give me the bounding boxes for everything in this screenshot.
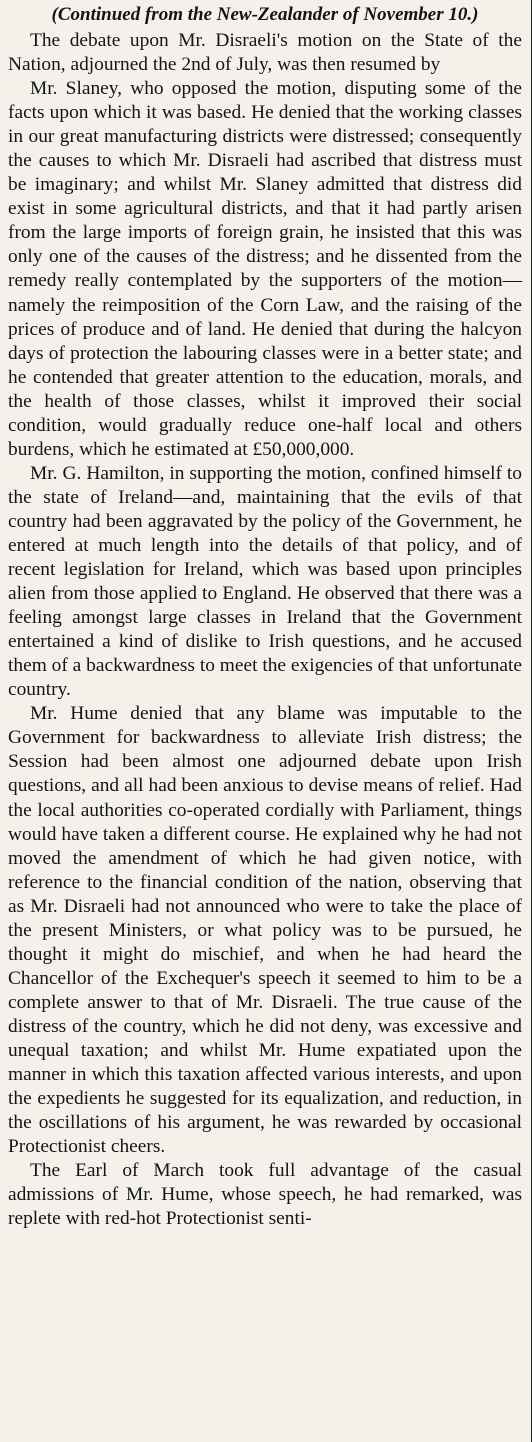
paragraph-hamilton: Mr. G. Hamilton, in supporting the motion, confined himself to the state of Ireland—and, maintaining that the evils of that country had been aggravated by the policy of the Government, he entered at much length into the details of that policy, and of recent legislation for Ireland, which was based upon principles alien from those applied to England. He observed that there was a feeling amongst large classes in Ireland that the Government entertained a kind of dislike to Irish questions, and he accused them of a backwardness to meet the exigencies of that unfortunate country. — [8, 462, 522, 701]
paragraph-hume: Mr. Hume denied that any blame was imputable to the Government for backwardness to alleviate Irish distress; the Session had been almost one adjourned debate upon Irish questions, and all had been anxious to devise means of relief. Had the local authorities co-operated cordially with Parliament, things would have taken a different course. He explained why he had not moved the amendment of which he had given notice, with reference to the financial condition of the nation, observing that as Mr. Disraeli had not announced who were to take the place of the present Ministers, or what policy was to be pursued, he thought it might do mischief, and when he had heard the Chancellor of the Exchequer's speech it seemed to him to be a complete answer to that of Mr. Disraeli. The true cause of the distress of the country, which he did not deny, was excessive and unequal taxation; and whilst Mr. Hume expatiated upon the manner in which this taxation affected various interests, and upon the expedients he suggested for its equalization, and reduction, in the oscillations of his argument, he was rewarded by occasional Protectionist cheers. — [8, 703, 522, 1158]
paragraph-earl-of-march: The Earl of March took full advantage of the casual admissions of Mr. Hume, whose speech, he had remarked, was replete with red-hot Protectionist senti- — [8, 1160, 522, 1230]
article-column — [8, 4, 522, 1231]
paragraph-slaney: Mr. Slaney, who opposed the motion, disputing some of the facts upon which it was based. He denied that the working classes in our great manufacturing districts were distressed; consequently the causes to which Mr. Disraeli had ascribed that distress must be imaginary; and whilst Mr. Slaney admitted that distress did exist in some agricultural districts, and that it had partly arisen from the large imports of foreign grain, he insisted that this was only one of the causes of the distress; and he dissented from the remedy really contemplated by the supporters of the motion—namely the reimposition of the Corn Law, and the raising of the prices of produce and of land. He denied that during the halcyon days of protection the labouring classes were in a better state; and he contended that greater attention to the education, morals, and the health of those classes, whilst it improved their social condition, would gradually reduce one-half local and others burdens, which he estimated at £50,000,000. — [8, 78, 522, 460]
article-header: (Continued from the New-Zealander of November 10.) — [51, 4, 479, 25]
paragraph-intro: The debate upon Mr. Disraeli's motion on the State of the Nation, adjourned the 2nd of July, was then resumed by — [8, 30, 522, 76]
